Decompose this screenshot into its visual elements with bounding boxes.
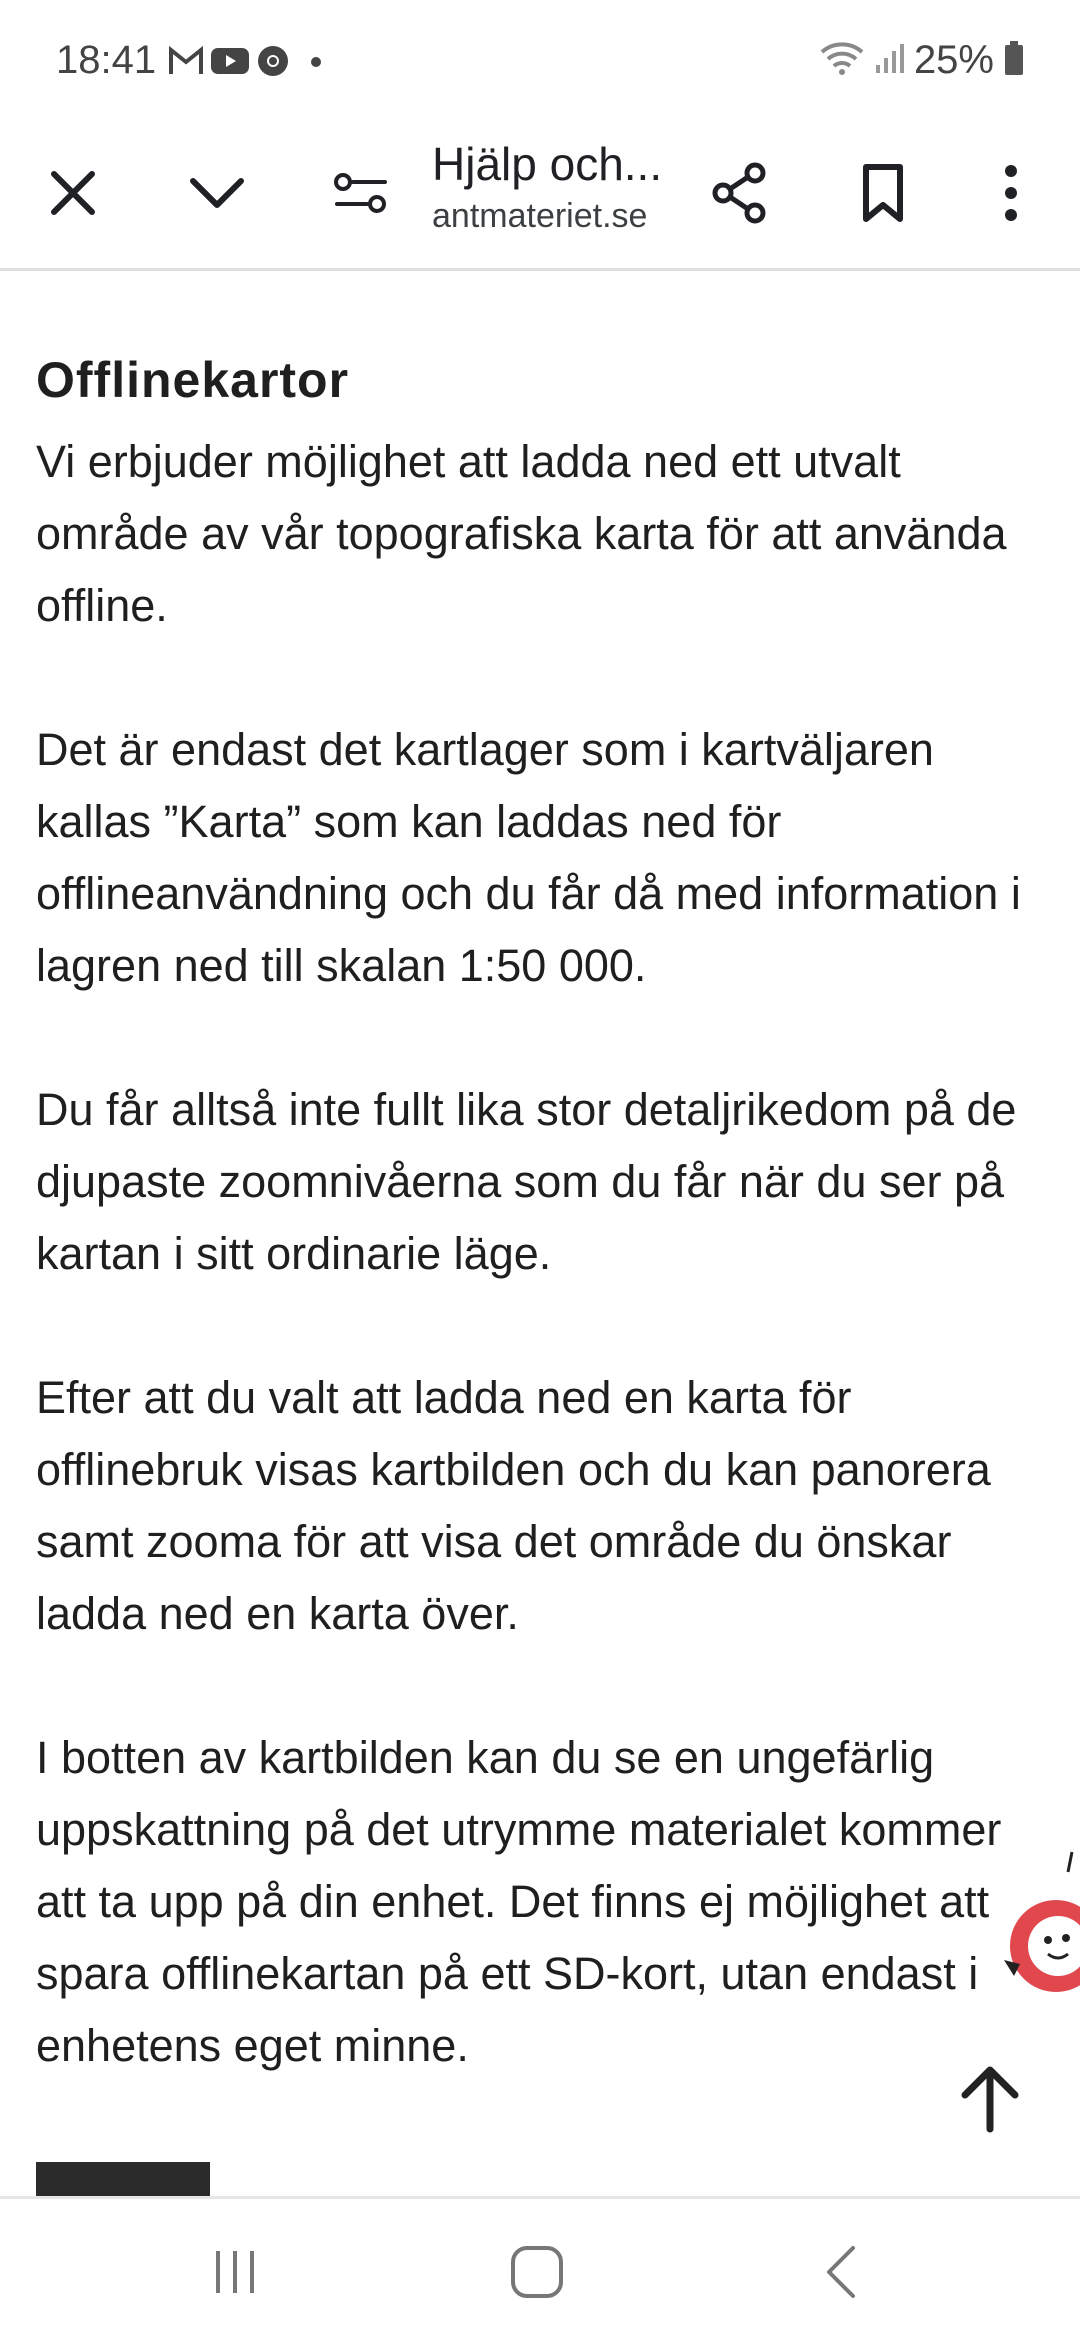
section-heading: Offlinekartor bbox=[36, 352, 350, 408]
paragraph-2: Det är endast det kartlager som i kartväljaren kallas ”Karta” som kan laddas ned för offlineanvändning och du får då med information i lagren ned till skalan 1:50 000. bbox=[36, 724, 1021, 991]
close-icon bbox=[48, 168, 98, 218]
paragraph-1: Vi erbjuder möjlighet att ladda ned ett utvalt område av vår topografiska karta för att använda offline. bbox=[36, 436, 1007, 631]
notification-icons bbox=[168, 44, 322, 83]
dot-icon bbox=[310, 55, 322, 73]
site-settings-button[interactable] bbox=[316, 148, 406, 238]
page-url: antmateriet.se bbox=[432, 197, 648, 235]
back-button[interactable] bbox=[796, 2237, 886, 2307]
browser-toolbar bbox=[0, 120, 1080, 271]
paragraph-4: Efter att du valt att ladda ned en karta för offlinebruk visas kartbilden och du kan panorera samt zooma för att visa det område du önskar ladda ned en karta över. bbox=[36, 1372, 991, 1639]
arrow-up-icon bbox=[955, 2063, 1025, 2133]
home-icon bbox=[509, 2244, 565, 2300]
scroll-to-top-button[interactable] bbox=[948, 2056, 1032, 2140]
mascot-icon bbox=[1000, 1850, 1080, 2030]
back-icon bbox=[821, 2244, 861, 2300]
page-title-area[interactable] bbox=[432, 134, 682, 238]
bookmark-icon bbox=[861, 163, 905, 223]
page-title: Hjälp och... bbox=[432, 138, 663, 190]
minimize-button[interactable] bbox=[172, 148, 262, 238]
chevron-down-icon bbox=[187, 173, 247, 213]
share-icon bbox=[709, 161, 769, 225]
gmail-icon bbox=[168, 46, 204, 81]
tune-icon bbox=[333, 171, 389, 215]
bookmark-button[interactable] bbox=[838, 148, 928, 238]
more-vertical-icon bbox=[1001, 163, 1021, 223]
system-navigation-bar bbox=[0, 2196, 1080, 2340]
battery-icon bbox=[1004, 40, 1024, 81]
wifi-icon bbox=[820, 40, 864, 81]
status-bar bbox=[0, 0, 1080, 120]
next-section-block bbox=[36, 2162, 210, 2196]
chat-mascot-button[interactable] bbox=[1000, 1850, 1080, 2030]
paragraph-5: I botten av kartbilden kan du se en ungefärlig uppskattning på det utrymme materialet kommer att ta upp på din enhet. Det finns ej möjlighet att spara offlinekartan på ett SD-kort, utan endast i enhetens eget minne. bbox=[36, 1732, 1002, 2071]
recent-apps-icon bbox=[210, 2247, 260, 2297]
recent-apps-button[interactable] bbox=[190, 2237, 280, 2307]
article-content bbox=[36, 268, 1046, 2082]
status-time: 18:41 bbox=[56, 38, 157, 82]
signal-icon bbox=[874, 41, 904, 80]
share-button[interactable] bbox=[694, 148, 784, 238]
status-right bbox=[820, 38, 1024, 83]
battery-percentage: 25% bbox=[913, 38, 994, 82]
close-button[interactable] bbox=[28, 148, 118, 238]
chrome-icon bbox=[256, 44, 290, 83]
more-options-button[interactable] bbox=[966, 148, 1056, 238]
home-button[interactable] bbox=[492, 2237, 582, 2307]
paragraph-3: Du får alltså inte fullt lika stor detaljrikedom på de djupaste zoomnivåerna som du får när du ser på kartan i sitt ordinarie läge. bbox=[36, 1084, 1017, 1279]
youtube-icon bbox=[210, 46, 250, 81]
